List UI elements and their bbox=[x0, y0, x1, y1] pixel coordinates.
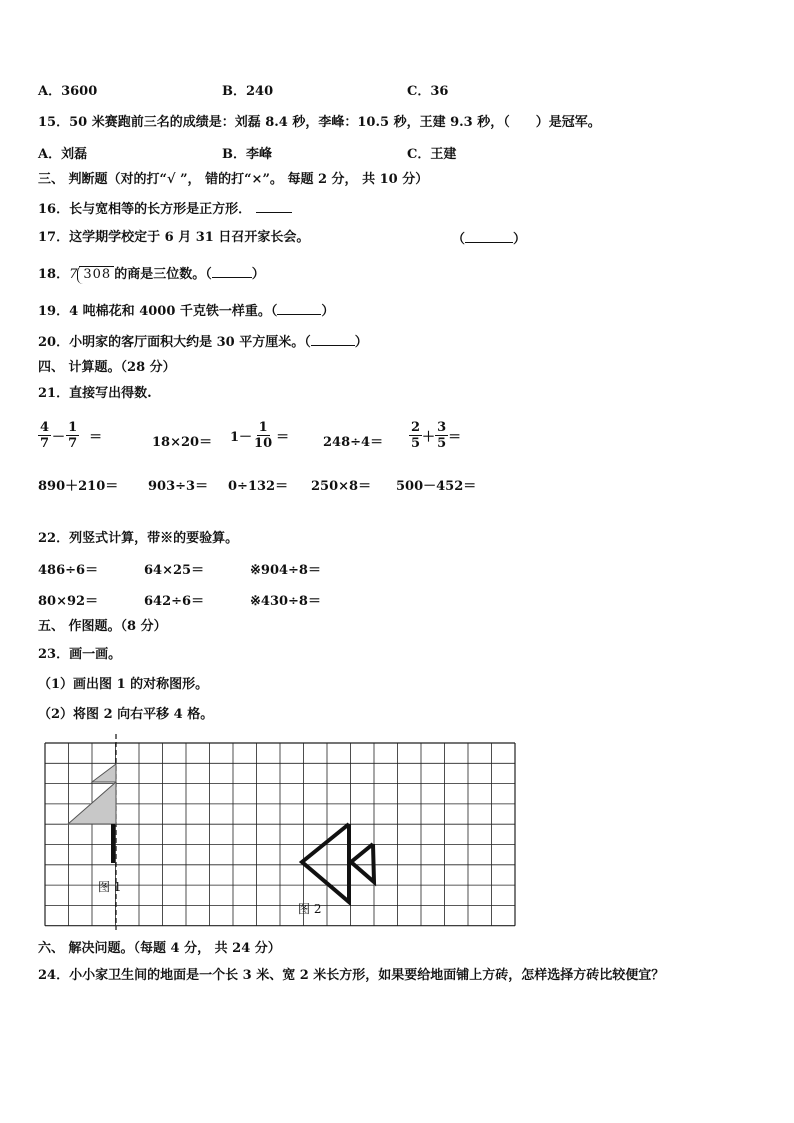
q23-part-1: （1）画出图 1 的对称图形。 bbox=[38, 677, 209, 692]
q20-answer-blank[interactable] bbox=[311, 333, 355, 346]
q17-paren-close: ） bbox=[513, 232, 527, 247]
fraction-denominator: 5 bbox=[411, 436, 421, 451]
q22-item: ※430÷8＝ bbox=[250, 594, 321, 609]
q20-text bbox=[38, 333, 368, 351]
fraction bbox=[409, 420, 422, 451]
one-minus: 1－ bbox=[230, 430, 253, 445]
figure-2-label: 图 2 bbox=[298, 902, 322, 916]
fraction-denominator: 5 bbox=[437, 436, 447, 451]
q15-option-a: A．刘磊 bbox=[38, 147, 88, 162]
q14-option-a: A．3600 bbox=[38, 84, 98, 99]
fraction-denominator: 7 bbox=[68, 436, 78, 451]
fraction-denominator: 10 bbox=[254, 436, 273, 451]
q21-row2-item: 903÷3＝ bbox=[148, 479, 209, 494]
q21-item-5 bbox=[409, 420, 461, 451]
q17-text: 17．这学期学校定于 6 月 31 日召开家长会。 bbox=[38, 230, 310, 245]
q23-part-2: （2）将图 2 向右平移 4 格。 bbox=[38, 707, 214, 722]
figure-1-label: 图 1 bbox=[98, 880, 122, 894]
q21-text: 21．直接写出得数. bbox=[38, 386, 152, 401]
q18-long-division-bracket bbox=[79, 266, 114, 283]
fraction bbox=[66, 420, 79, 451]
equals-sign: ＝ bbox=[276, 430, 290, 445]
q21-item-4: 248÷4＝ bbox=[323, 435, 384, 450]
q21-item-3 bbox=[230, 420, 289, 451]
q22-item: 642÷6＝ bbox=[144, 594, 205, 609]
q18-number: 18． bbox=[38, 267, 70, 282]
q15-option-c: C．王建 bbox=[407, 147, 457, 162]
q19-label: 19．4 吨棉花和 4000 千克铁一样重。（ bbox=[38, 304, 278, 319]
q16-text bbox=[38, 200, 292, 218]
q22-text: 22．列竖式计算，带※的要验算。 bbox=[38, 531, 239, 546]
q19-answer-blank[interactable] bbox=[277, 302, 321, 315]
q15-option-b: B．李峰 bbox=[222, 147, 272, 162]
q16-label: 16．长与宽相等的长方形是正方形． bbox=[38, 202, 252, 217]
section-4-heading: 四、 计算题。（28 分） bbox=[38, 360, 176, 375]
q14-option-b: B．240 bbox=[222, 84, 274, 99]
q15-text: 15．50 米赛跑前三名的成绩是：刘磊 8.4 秒，李峰：10.5 秒，王建 9.3 秒，（ ）是冠军。 bbox=[38, 115, 601, 130]
q24-text: 24．小小家卫生间的地面是一个长 3 米、宽 2 米长方形，如果要给地面铺上方砖，怎样选择方砖比较便宜？ bbox=[38, 968, 665, 983]
fraction-numerator: 2 bbox=[411, 420, 421, 435]
section-3-heading: 三、 判断题（对的打“√ ”， 错的打“×”。 每题 2 分， 共 10 分） bbox=[38, 172, 429, 187]
section-6-heading: 六、 解决问题。（每题 4 分， 共 24 分） bbox=[38, 941, 281, 956]
q22-item: 486÷6＝ bbox=[38, 563, 99, 578]
fraction-denominator: 7 bbox=[40, 436, 50, 451]
q18-dividend: 308 bbox=[83, 267, 112, 282]
grid-lines bbox=[45, 743, 515, 926]
figure-1-triangle-top bbox=[92, 764, 116, 782]
q16-answer-blank[interactable] bbox=[256, 200, 292, 213]
q17-answer bbox=[452, 230, 526, 248]
q18-divisor: 7 bbox=[69, 267, 78, 282]
q20-paren-close: ） bbox=[354, 335, 368, 350]
q18-answer-blank[interactable] bbox=[212, 265, 252, 278]
section-5-heading: 五、 作图题。（8 分） bbox=[38, 619, 167, 634]
fraction-numerator: 1 bbox=[68, 420, 78, 435]
q17-paren-open: （ bbox=[452, 232, 466, 247]
fraction-numerator: 3 bbox=[437, 420, 447, 435]
q23-text: 23．画一画。 bbox=[38, 647, 122, 662]
q21-item-2: 18×20＝ bbox=[152, 435, 213, 450]
q21-row2-item: 890＋210＝ bbox=[38, 479, 119, 494]
equals-sign: ＝ bbox=[448, 430, 462, 445]
figure-2-large-triangle bbox=[302, 824, 349, 902]
plus-sign: ＋ bbox=[422, 430, 436, 445]
q14-option-c: C．36 bbox=[407, 84, 449, 99]
figure-1-triangle-bottom bbox=[68, 782, 116, 824]
q19-text bbox=[38, 302, 334, 320]
fraction bbox=[38, 420, 51, 451]
figure-2-small-triangle bbox=[351, 844, 374, 882]
q22-item: ※904÷8＝ bbox=[250, 563, 321, 578]
fraction bbox=[252, 420, 274, 451]
q18-text bbox=[38, 265, 265, 283]
q17-answer-blank[interactable] bbox=[465, 230, 513, 243]
q21-row2-item: 250×8＝ bbox=[311, 479, 372, 494]
q18-paren-close: ） bbox=[251, 267, 265, 282]
fraction-numerator: 4 bbox=[40, 420, 50, 435]
q19-paren-close: ） bbox=[321, 304, 335, 319]
q21-row2-item: 0÷132＝ bbox=[228, 479, 289, 494]
equals-sign: ＝ bbox=[89, 430, 103, 445]
q21-row2-item: 500－452＝ bbox=[396, 479, 477, 494]
q22-item: 80×92＝ bbox=[38, 594, 99, 609]
fraction-numerator: 1 bbox=[258, 420, 268, 435]
q18-suffix: 的商是三位数。（ bbox=[114, 267, 212, 282]
q20-label: 20．小明家的客厅面积大约是 30 平方厘米。（ bbox=[38, 335, 311, 350]
fraction bbox=[435, 420, 448, 451]
minus-sign: － bbox=[52, 430, 66, 445]
q22-item: 64×25＝ bbox=[144, 563, 205, 578]
q21-item-1 bbox=[38, 420, 102, 451]
